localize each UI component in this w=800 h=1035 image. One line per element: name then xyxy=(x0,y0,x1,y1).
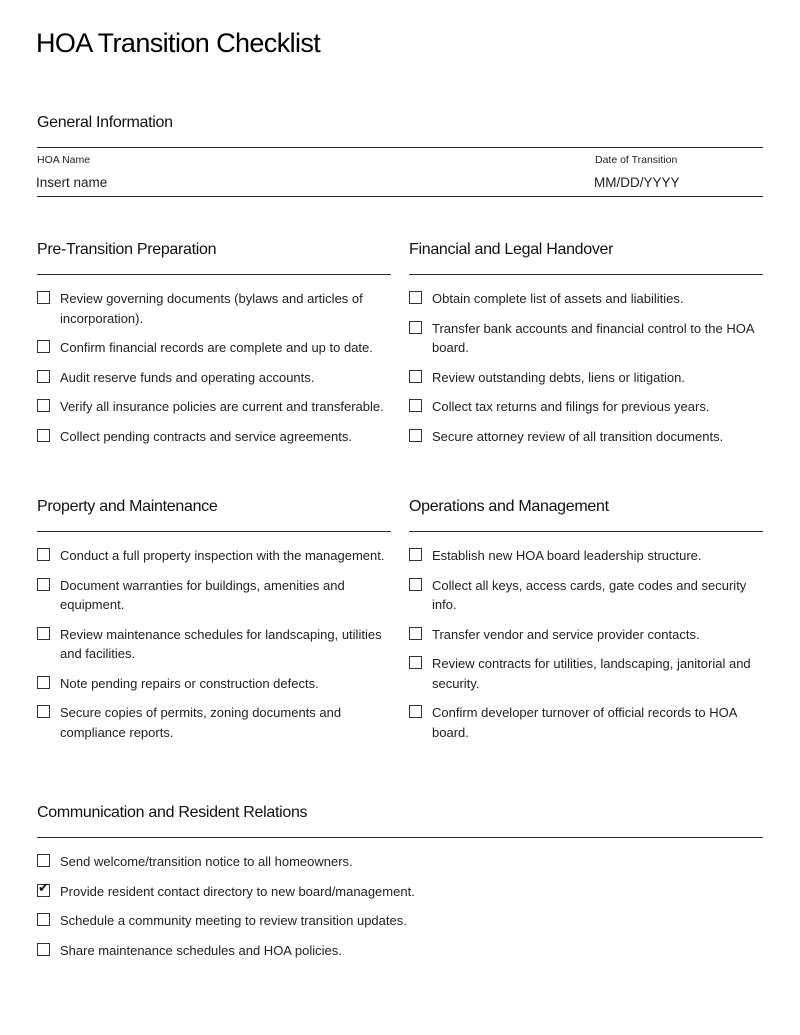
checklist-item-label: Document warranties for buildings, amenities and equipment. xyxy=(60,577,345,612)
checklist-item-label: Confirm developer turnover of official records to HOA board. xyxy=(432,705,737,740)
checklist-item[interactable] xyxy=(37,625,391,664)
checkbox[interactable] xyxy=(37,705,50,718)
checklist-item[interactable] xyxy=(37,427,391,447)
checklist-item-label: Secure copies of permits, zoning documents and compliance reports. xyxy=(60,705,342,740)
checklist-item[interactable] xyxy=(37,368,391,388)
checklist-item-label: Collect pending contracts and service agreements. xyxy=(60,428,352,444)
date-of-transition-input[interactable]: MM/DD/YYYY xyxy=(594,175,680,190)
section-divider xyxy=(409,531,763,532)
checklist-item[interactable] xyxy=(37,703,391,742)
checkbox[interactable] xyxy=(409,321,422,334)
checkbox[interactable] xyxy=(409,627,422,640)
checklist-item[interactable] xyxy=(37,397,391,417)
checklist-item[interactable] xyxy=(37,674,391,694)
checklist-item-label: Transfer bank accounts and financial control to the HOA board. xyxy=(432,320,754,355)
checklist-item[interactable] xyxy=(37,852,763,872)
checklist-item-label: Note pending repairs or construction defects. xyxy=(60,675,319,691)
checklist-item[interactable] xyxy=(409,625,763,645)
property-maintenance-list xyxy=(37,546,391,752)
checklist-item-label: Share maintenance schedules and HOA policies. xyxy=(60,942,342,958)
checklist-item-label: Collect all keys, access cards, gate codes and security info. xyxy=(432,577,747,612)
general-information-heading: General Information xyxy=(37,114,173,131)
checklist-item-label: Review outstanding debts, liens or litigation. xyxy=(432,369,685,385)
checklist-item-label: Collect tax returns and filings for previous years. xyxy=(432,399,710,414)
hoa-name-input[interactable]: Insert name xyxy=(36,175,108,190)
checklist-item-label: Review contracts for utilities, landscaping, janitorial and security. xyxy=(432,656,751,691)
checklist-item[interactable] xyxy=(37,576,391,615)
checkbox[interactable] xyxy=(37,627,50,640)
section-divider xyxy=(37,274,391,275)
checklist-item[interactable] xyxy=(37,911,763,931)
checklist-item[interactable] xyxy=(37,546,391,566)
checkbox[interactable] xyxy=(37,913,50,926)
checklist-item[interactable] xyxy=(409,576,763,615)
financial-legal-heading: Financial and Legal Handover xyxy=(409,241,614,258)
checkbox[interactable] xyxy=(37,399,50,412)
checkbox[interactable] xyxy=(409,705,422,718)
checkbox[interactable] xyxy=(37,548,50,561)
checklist-item[interactable] xyxy=(409,319,763,358)
checkbox[interactable] xyxy=(37,578,50,591)
checklist-item-label: Obtain complete list of assets and liabilities. xyxy=(432,291,684,306)
checklist-item[interactable] xyxy=(409,546,763,566)
pre-transition-heading: Pre-Transition Preparation xyxy=(37,241,217,258)
checklist-item-label: Review governing documents (bylaws and articles of incorporation). xyxy=(60,291,363,326)
section-divider xyxy=(37,837,763,838)
operations-management-heading: Operations and Management xyxy=(409,498,609,515)
checklist-item-label: Secure attorney review of all transition documents. xyxy=(432,428,724,444)
checklist-item-label: Provide resident contact directory to new board/management. xyxy=(60,883,415,899)
property-maintenance-heading: Property and Maintenance xyxy=(37,498,218,515)
checklist-item[interactable] xyxy=(409,703,763,742)
operations-management-list xyxy=(409,546,763,752)
checkbox[interactable] xyxy=(37,854,50,867)
checklist-item-label: Transfer vendor and service provider contacts. xyxy=(432,626,700,642)
checkbox[interactable] xyxy=(37,291,50,304)
checklist-item-label: Establish new HOA board leadership structure. xyxy=(432,548,702,563)
checkbox[interactable] xyxy=(37,880,50,897)
checkbox[interactable] xyxy=(37,340,50,353)
checkbox[interactable] xyxy=(409,399,422,412)
checklist-item-label: Audit reserve funds and operating accounts. xyxy=(60,369,315,385)
checklist-item-label: Verify all insurance policies are current and transferable. xyxy=(60,399,384,414)
checkbox[interactable] xyxy=(409,578,422,591)
checkbox[interactable] xyxy=(409,291,422,304)
checkmark-icon: ✔ xyxy=(38,880,49,896)
checklist-item[interactable] xyxy=(409,397,763,417)
checkbox[interactable] xyxy=(409,370,422,383)
section-divider xyxy=(409,274,763,275)
checklist-item[interactable] xyxy=(409,427,763,447)
section-divider xyxy=(37,531,391,532)
checkbox[interactable] xyxy=(37,943,50,956)
general-top-divider xyxy=(37,147,763,148)
financial-legal-list xyxy=(409,289,763,456)
checklist-item[interactable] xyxy=(37,338,391,358)
checklist-item[interactable] xyxy=(409,289,763,309)
checkbox[interactable] xyxy=(37,676,50,689)
checklist-item-label: Review maintenance schedules for landscaping, utilities and facilities. xyxy=(60,626,382,661)
general-bottom-divider xyxy=(37,196,763,197)
checkbox[interactable] xyxy=(409,656,422,669)
hoa-name-label: HOA Name xyxy=(37,154,91,166)
checklist-item[interactable] xyxy=(37,882,763,902)
checkbox[interactable] xyxy=(37,429,50,442)
checklist-item-label: Confirm financial records are complete and up to date. xyxy=(60,340,373,355)
checklist-item-label: Conduct a full property inspection with the management. xyxy=(60,548,385,563)
checkbox[interactable] xyxy=(409,429,422,442)
checklist-item[interactable] xyxy=(409,368,763,388)
page-title: HOA Transition Checklist xyxy=(36,28,321,58)
checklist-item[interactable] xyxy=(37,289,391,328)
checklist-item[interactable] xyxy=(409,654,763,693)
checklist-item-label: Schedule a community meeting to review transition updates. xyxy=(60,913,407,928)
communication-heading: Communication and Resident Relations xyxy=(37,804,308,821)
checklist-item[interactable] xyxy=(37,941,763,961)
checklist-item-label: Send welcome/transition notice to all homeowners. xyxy=(60,854,353,869)
date-of-transition-label: Date of Transition xyxy=(595,154,678,166)
pre-transition-list xyxy=(37,289,391,456)
communication-list xyxy=(37,852,763,970)
checkbox[interactable] xyxy=(409,548,422,561)
checkbox[interactable] xyxy=(37,370,50,383)
